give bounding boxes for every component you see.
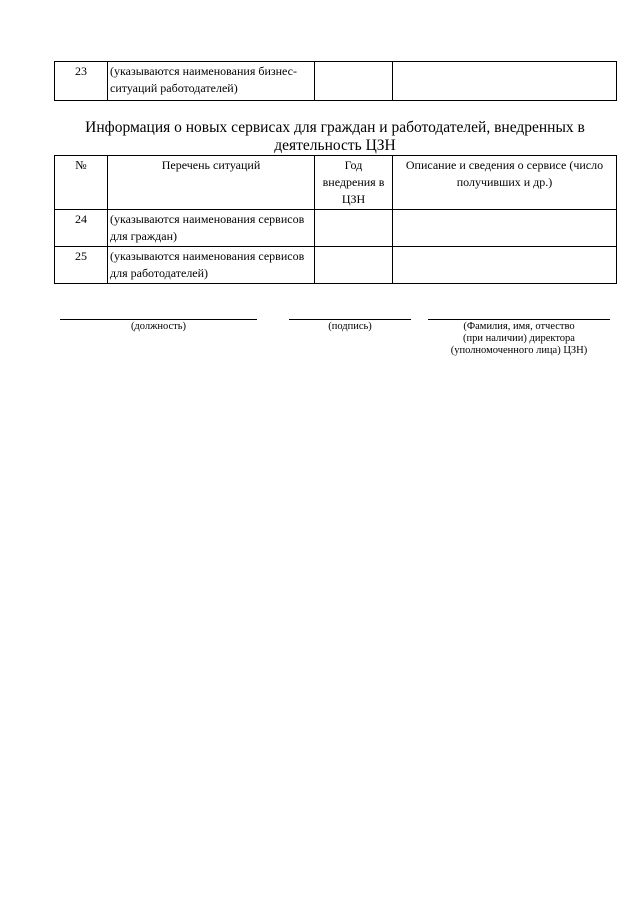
name-signature-line — [428, 319, 610, 320]
header-year: Год внедрения в ЦЗН — [315, 156, 393, 210]
position-signature-line — [60, 319, 257, 320]
row-year — [315, 247, 393, 284]
name-caption — [428, 321, 610, 357]
row-number: 23 — [55, 62, 108, 101]
name-caption-line: (Фамилия, имя, отчество — [463, 321, 575, 332]
row-text: (указываются наименования сервисов для работодателей) — [108, 247, 315, 284]
row-text: (указываются наименования сервисов для граждан) — [108, 210, 315, 247]
row-description — [393, 62, 617, 101]
table-row — [55, 62, 617, 101]
signature-line — [289, 319, 411, 320]
row-number: 25 — [55, 247, 108, 284]
name-caption-line: (уполномоченного лица) ЦЗН) — [450, 345, 588, 356]
row-number: 24 — [55, 210, 108, 247]
position-caption: (должность) — [130, 321, 187, 332]
header-number: № — [55, 156, 108, 210]
new-services-table — [54, 155, 617, 284]
row-year — [315, 210, 393, 247]
table-header-row — [55, 156, 617, 210]
row-text: (указываются наименования бизнес-ситуаций работодателей) — [108, 62, 315, 101]
name-caption-line: (при наличии) директора — [463, 333, 575, 344]
row-description — [393, 210, 617, 247]
header-description: Описание и сведения о сервисе (число получивших и др.) — [393, 156, 617, 210]
business-situations-table — [54, 61, 617, 101]
signature-caption: (подпись) — [328, 321, 372, 332]
row-description — [393, 247, 617, 284]
header-situations: Перечень ситуаций — [108, 156, 315, 210]
section-title: Информация о новых сервисах для граждан и работодателей, внедренных в деятельность ЦЗН — [85, 119, 585, 154]
table-row — [55, 210, 617, 247]
row-year — [315, 62, 393, 101]
table-row — [55, 247, 617, 284]
